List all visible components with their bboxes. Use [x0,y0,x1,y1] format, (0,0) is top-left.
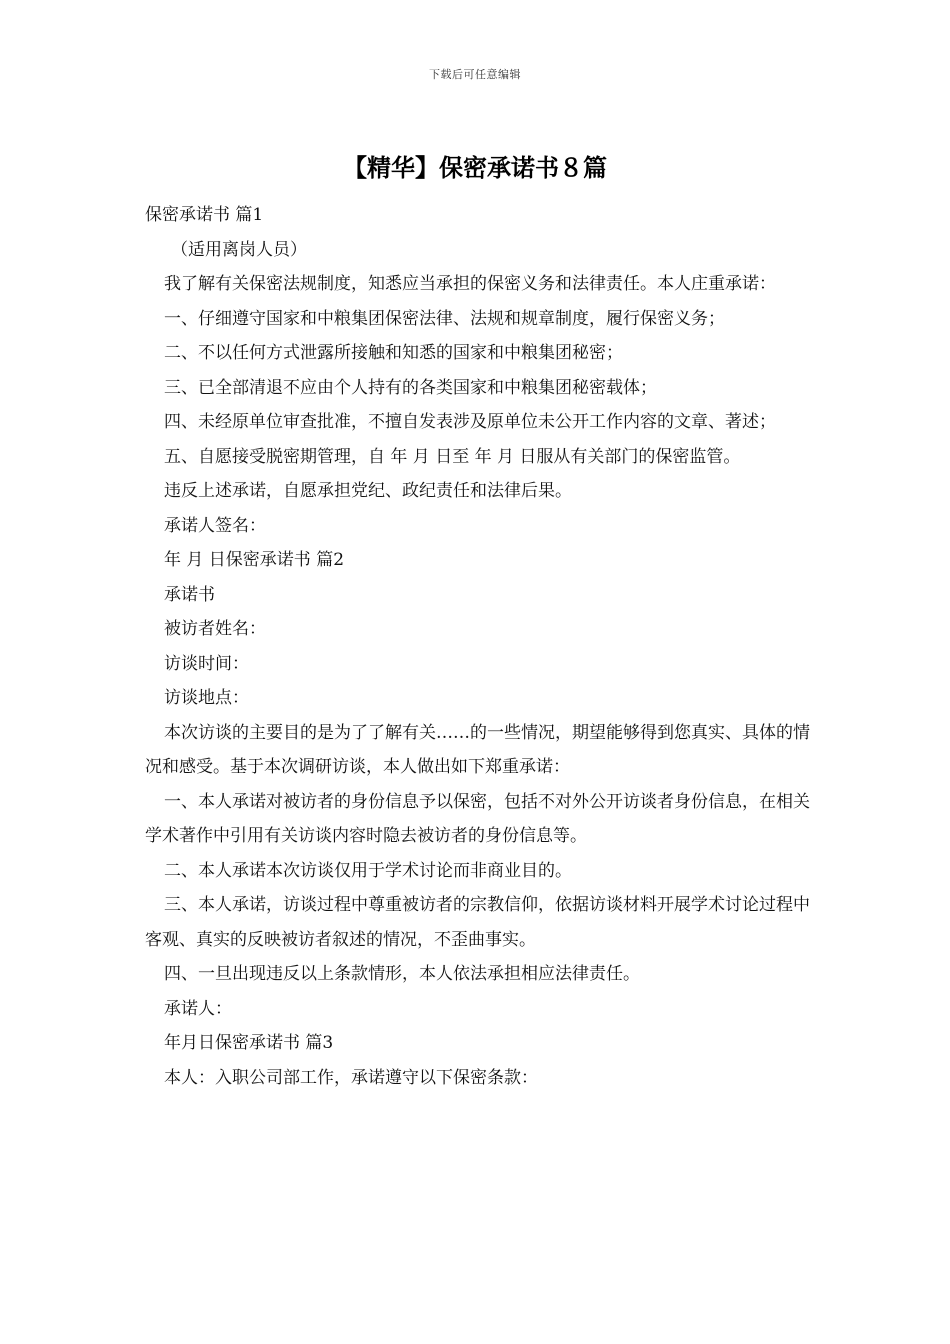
paragraph: 一、仔细遵守国家和中粮集团保密法律、法规和规章制度，履行保密义务； [164,308,725,329]
section-heading-2: 年 月 日保密承诺书 篇2 [164,550,345,570]
paragraph: 三、已全部清退不应由个人持有的各类国家和中粮集团秘密载体； [164,377,657,398]
paragraph: 二、不以任何方式泄露所接触和知悉的国家和中粮集团秘密； [164,343,623,363]
paragraph: 违反上述承诺，自愿承担党纪、政纪责任和法律后果。 [164,481,572,501]
form-line-interviewee-name: 被访者姓名： [164,619,266,639]
section-heading-1: 保密承诺书 篇1 [145,205,264,225]
paragraph: 承诺书 [164,584,215,605]
paragraph: 本次访谈的主要目的是为了了解有关……的一些情况，期望能够得到您真实、具体的情况和感受。基于本次调研访谈，本人做出如下郑重承诺： [145,722,810,777]
paragraph: 本人：入职公司部工作，承诺遵守以下保密条款： [164,1067,538,1088]
document-title: 【精华】保密承诺书８篇 [343,154,607,182]
paragraph: 我了解有关保密法规制度，知悉应当承担的保密义务和法律责任。本人庄重承诺： [164,274,776,294]
paragraph: 五、自愿接受脱密期管理，自 年 月 日至 年 月 日服从有关部门的保密监管。 [164,446,741,467]
paragraph-applicability: （适用离岗人员） [171,239,307,260]
paragraph: 二、本人承诺本次访谈仅用于学术讨论而非商业目的。 [164,860,572,881]
section-heading-3: 年月日保密承诺书 篇3 [164,1033,334,1053]
paragraph: 一、本人承诺对被访者的身份信息予以保密，包括不对外公开访谈者身份信息，在相关学术著作中引用有关访谈内容时隐去被访者的身份信息等。 [145,791,810,846]
page-header-note: 下载后可任意编辑 [429,68,521,81]
signature-line: 承诺人签名： [164,515,266,536]
form-line-interview-time: 访谈时间： [164,653,249,674]
paragraph: 三、本人承诺，访谈过程中尊重被访者的宗教信仰，依据访谈材料开展学术讨论过程中客观、真实的反映被访者叙述的情况，不歪曲事实。 [145,895,810,950]
paragraph: 四、一旦出现违反以上条款情形，本人依法承担相应法律责任。 [164,964,640,984]
document-body [145,198,825,1095]
signature-line: 承诺人： [164,998,232,1019]
paragraph: 四、未经原单位审查批准，不擅自发表涉及原单位未公开工作内容的文章、著述； [164,412,776,432]
form-line-interview-location: 访谈地点： [164,688,249,708]
